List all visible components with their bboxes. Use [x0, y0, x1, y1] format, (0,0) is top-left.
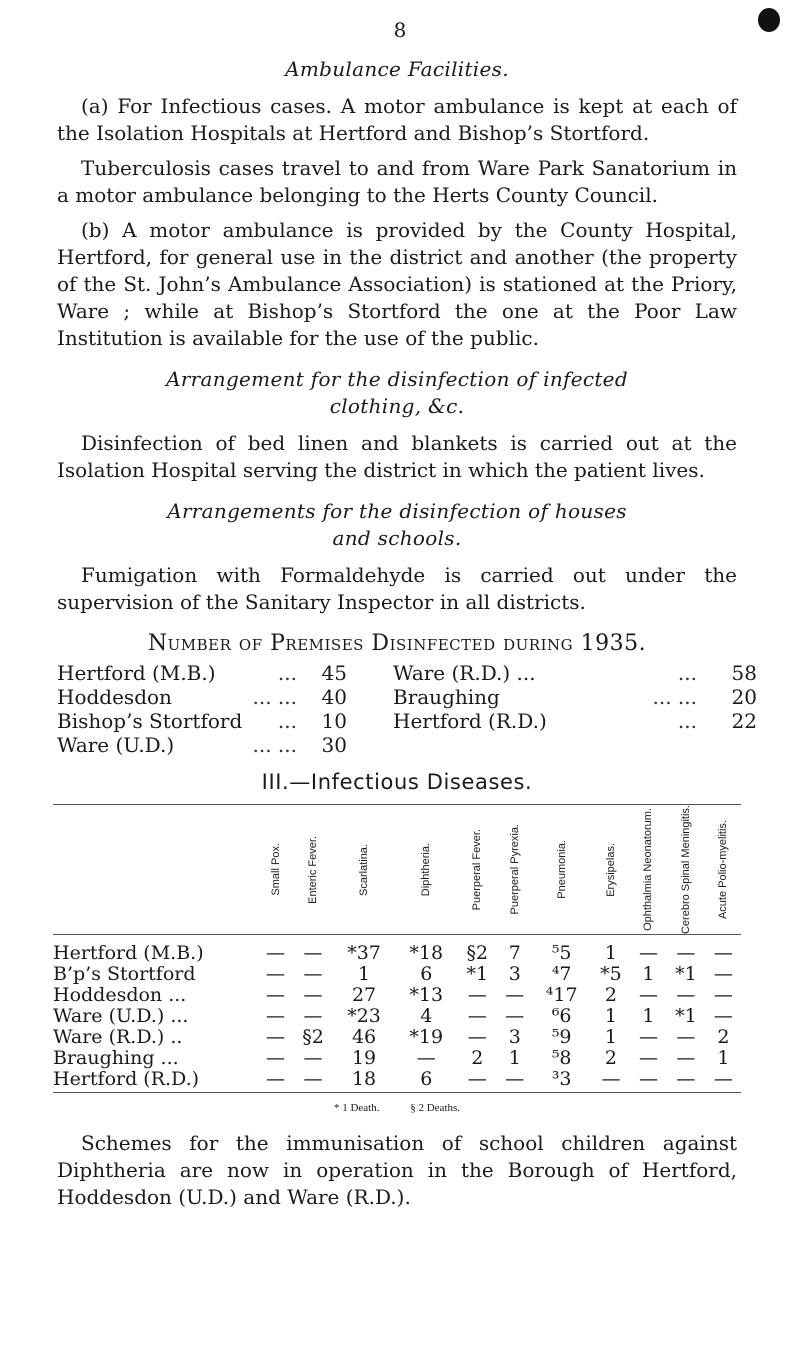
table-cell: *1 — [675, 963, 697, 986]
table-cell: §2 — [302, 1026, 324, 1049]
table-cell: — — [303, 963, 323, 986]
table-cell: — — [266, 942, 286, 965]
col-puerperal-fever: Puerperal Fever. — [457, 805, 497, 935]
table-cell: — — [266, 984, 286, 1007]
table-cell: *1 — [675, 1005, 697, 1028]
table-cell: 1 — [642, 963, 655, 986]
premises-left-dots: ... — [277, 661, 297, 685]
table-cell: — — [676, 984, 696, 1007]
district-name: Braughing ... — [53, 1047, 179, 1070]
col-acute-poliomyelitis: Acute Polio-myelitis. — [706, 805, 741, 935]
table-cell: 18 — [333, 1069, 395, 1093]
table-cell: — — [266, 1047, 286, 1070]
premises-left-value: 30 — [321, 733, 347, 757]
table-row — [53, 1027, 741, 1048]
col-puerperal-pyrexia: Puerperal Pyrexia. — [497, 805, 532, 935]
table-cell: — — [676, 1047, 696, 1070]
district-name: Hertford (R.D.) — [53, 1069, 258, 1093]
table-cell: 1 — [358, 963, 371, 986]
houses-heading-line2: and schools. — [332, 526, 462, 550]
table-cell: — — [713, 1005, 733, 1028]
table-cell: — — [505, 984, 525, 1007]
diseases-title: III.—Infectious Diseases. — [261, 770, 533, 794]
table-cell: *1 — [466, 963, 489, 986]
col-erysipelas: Erysipelas. — [591, 805, 631, 935]
table-cell: — — [266, 1005, 286, 1028]
page-content — [53, 56, 757, 1219]
district-name: Ware (R.D.) .. — [53, 1026, 183, 1049]
table-cell: — — [676, 1026, 696, 1049]
table-cell: *19 — [409, 1026, 444, 1049]
table-cell: — — [638, 984, 658, 1007]
table-cell: ⁴7 — [551, 963, 572, 986]
table-cell: 2 — [471, 1047, 484, 1070]
table-cell: ⁴17 — [545, 984, 578, 1007]
ambulance-para-a: (a) For Infectious cases. A motor ambulance is kept at each of the Isolation Hospitals at Hertford and Bishop’s Stortford. — [57, 94, 737, 145]
table-cell: 46 — [351, 1026, 377, 1049]
ambulance-para-b: (b) A motor ambulance is provided by the County Hospital, Hertford, for general use in the district and another (the property of the St. John’s Ambulance Association) is stationed at the Priory, Ware ; while at Bishop’s Stortford the one at the Poor Law Institution is available for the use of the public. — [57, 218, 737, 350]
district-name: Hertford (M.B.) — [53, 942, 204, 965]
table-cell: — — [303, 942, 323, 965]
premises-left-dots: ... ... — [252, 685, 297, 709]
table-cell: — — [303, 984, 323, 1007]
premises-right-dots: ... ... — [652, 685, 697, 709]
clothing-para: Disinfection of bed linen and blankets is carried out at the Isolation Hospital serving the district in which the patient lives. — [57, 431, 737, 482]
table-cell: — — [467, 984, 487, 1007]
table-cell: ³3 — [532, 1069, 591, 1093]
table-cell: ⁵8 — [551, 1047, 572, 1070]
premises-left-name: Ware (U.D.) — [57, 733, 175, 757]
table-cell: — — [266, 963, 286, 986]
table-cell: — — [293, 1069, 333, 1093]
table-cell: — — [713, 984, 733, 1007]
table-cell: ⁵5 — [551, 942, 572, 965]
district-header — [53, 805, 258, 935]
premises-right-name: Hertford (R.D.) — [393, 709, 547, 733]
table-row — [53, 935, 741, 965]
table-cell: 7 — [508, 942, 521, 965]
col-ophthalmia-neonatorum: Ophthalmia Neonatorum. — [631, 805, 666, 935]
premises-left-name: Bishop’s Stortford — [57, 709, 243, 733]
table-cell: — — [258, 1069, 293, 1093]
table-cell: — — [303, 1047, 323, 1070]
table-cell: 1 — [717, 1047, 730, 1070]
immunisation-para: Schemes for the immunisation of school children against Diphtheria are now in operation in the Borough of Hertford, Hoddesdon (U.D.) and Ware (R.D.). — [57, 1131, 737, 1210]
premises-right-dots: ... — [677, 709, 697, 733]
table-cell: 1 — [604, 1005, 618, 1028]
table-cell: — — [666, 1069, 706, 1093]
table-cell: — — [713, 963, 733, 986]
table-cell: — — [706, 1069, 741, 1093]
clothing-heading-line1: Arrangement for the disinfection of infected — [166, 367, 628, 391]
footnote-one-death: * 1 Death. — [333, 1102, 380, 1115]
district-name: Ware (U.D.) ... — [53, 1005, 189, 1028]
houses-heading — [57, 498, 737, 552]
table-cell: — — [638, 1047, 658, 1070]
table-cell: — — [467, 1005, 487, 1028]
table-cell: 19 — [351, 1047, 377, 1070]
table-cell: ⁵9 — [551, 1026, 572, 1049]
premises-right-value: 22 — [731, 709, 757, 733]
infectious-diseases-table — [53, 804, 741, 1093]
table-cell: ⁶6 — [551, 1005, 572, 1028]
table-cell: — — [505, 1005, 525, 1028]
table-cell: — — [457, 1069, 497, 1093]
table-cell: — — [467, 1026, 487, 1049]
col-diphtheria: Diphtheria. — [395, 805, 457, 935]
district-name: B’p’s Stortford — [53, 963, 196, 986]
table-cell: *13 — [409, 984, 444, 1007]
table-cell: *37 — [347, 942, 381, 965]
col-scarlatina: Scarlatina. — [333, 805, 395, 935]
table-cell: *18 — [409, 942, 444, 965]
table-cell: 2 — [604, 1047, 618, 1070]
table-cell: — — [303, 1005, 323, 1028]
clothing-heading — [57, 366, 737, 420]
premises-right-value: 58 — [731, 661, 757, 685]
table-cell: 3 — [508, 963, 521, 986]
table-row — [53, 985, 741, 1006]
table-row — [53, 1048, 741, 1069]
table-cell: *5 — [600, 963, 622, 986]
table-cell: 6 — [420, 963, 433, 986]
table-cell: 6 — [395, 1069, 457, 1093]
table-cell: 2 — [717, 1026, 730, 1049]
premises-list — [57, 661, 757, 757]
houses-heading-line1: Arrangements for the disinfection of houses — [167, 499, 627, 523]
footnote-two-deaths: § 2 Deaths. — [410, 1102, 461, 1115]
table-cell: — — [676, 942, 696, 965]
table-cell: 3 — [508, 1026, 521, 1049]
premises-left-name: Hertford (M.B.) — [57, 661, 216, 685]
col-enteric-fever: Enteric Fever. — [293, 805, 333, 935]
table-row — [53, 1069, 741, 1093]
ambulance-heading: Ambulance Facilities. — [285, 57, 509, 81]
ambulance-para-tb: Tuberculosis cases travel to and from Ware Park Sanatorium in a motor ambulance belonging to the Herts County Council. — [57, 156, 737, 207]
premises-right-name: Braughing — [393, 685, 500, 709]
table-cell: 2 — [604, 984, 618, 1007]
table-cell: — — [631, 1069, 666, 1093]
table-cell: — — [591, 1069, 631, 1093]
premises-left-dots: ... ... — [252, 733, 297, 757]
table-cell: *23 — [347, 1005, 381, 1028]
col-cerebro-spinal-meningitis: Cerebro Spinal Meningitis. — [666, 805, 706, 935]
table-cell: — — [266, 1026, 286, 1049]
district-name: Hoddesdon ... — [53, 984, 187, 1007]
page-number: 8 — [393, 18, 407, 42]
premises-left-value: 45 — [321, 661, 347, 685]
table-cell: 4 — [420, 1005, 433, 1028]
table-row — [53, 964, 741, 985]
table-header-row — [53, 805, 741, 935]
table-cell: 1 — [508, 1047, 521, 1070]
col-small-pox: Small Pox. — [258, 805, 293, 935]
table-cell: 27 — [351, 984, 377, 1007]
premises-right-value: 20 — [731, 685, 757, 709]
col-pneumonia: Pneumonia. — [532, 805, 591, 935]
table-cell: — — [497, 1069, 532, 1093]
premises-right-name: Ware (R.D.) ... — [393, 661, 536, 685]
table-cell: — — [713, 942, 733, 965]
table-footnotes — [57, 1095, 737, 1122]
premises-left-name: Hoddesdon — [57, 685, 172, 709]
houses-para: Fumigation with Formaldehyde is carried out under the supervision of the Sanitary Inspector in all districts. — [57, 563, 737, 614]
table-cell: — — [638, 1026, 658, 1049]
table-cell: 1 — [642, 1005, 655, 1028]
table-cell: — — [416, 1047, 436, 1070]
premises-left-dots: ... — [277, 709, 297, 733]
premises-title: Number of Premises Disinfected during 1935. — [147, 631, 647, 656]
table-cell: §2 — [466, 942, 489, 965]
table-cell: 1 — [604, 1026, 618, 1049]
table-cell: 1 — [604, 942, 618, 965]
clothing-heading-line2: clothing, &c. — [329, 394, 465, 418]
premises-right-dots: ... — [677, 661, 697, 685]
premises-left-value: 10 — [321, 709, 347, 733]
table-row — [53, 1006, 741, 1027]
table-cell: — — [638, 942, 658, 965]
premises-left-value: 40 — [321, 685, 347, 709]
